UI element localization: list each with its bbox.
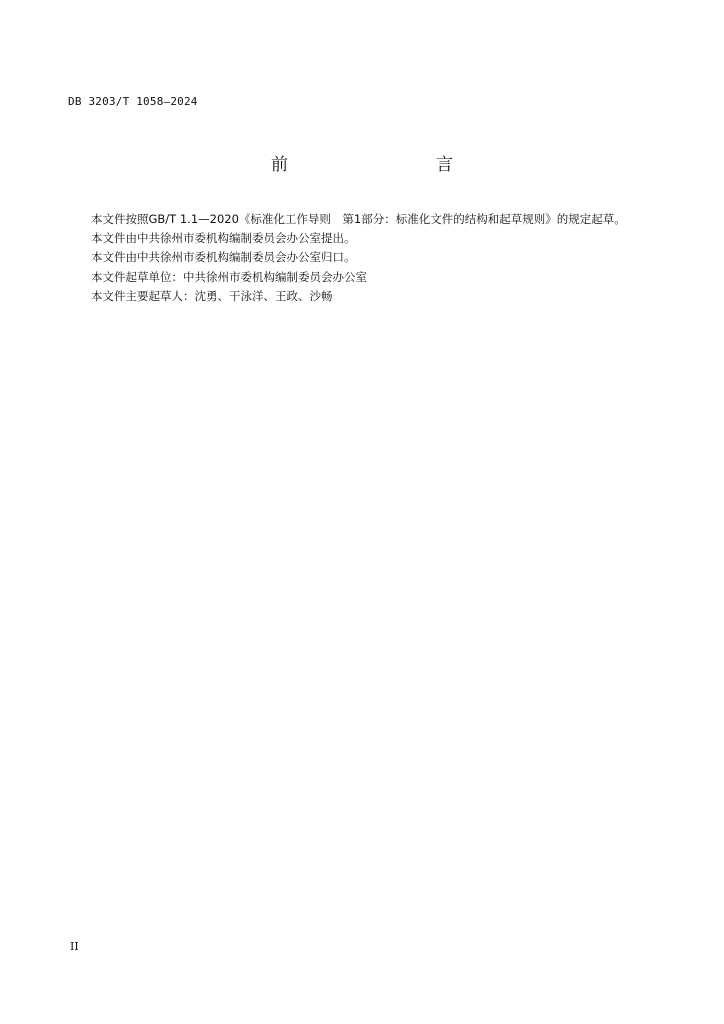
standard-code: DB 3203/T 1058—2024 xyxy=(68,95,198,108)
paragraph-drafting-unit: 本文件起草单位：中共徐州市委机构编制委员会办公室 xyxy=(91,269,367,284)
paragraph-proposed-by: 本文件由中共徐州市委机构编制委员会办公室提出。 xyxy=(91,231,356,246)
paragraph-drafters: 本文件主要起草人：沈勇、干泳洋、王政、沙畅 xyxy=(91,288,333,303)
page-title: 前 言 xyxy=(271,155,491,175)
paragraph-administered-by: 本文件由中共徐州市委机构编制委员会办公室归口。 xyxy=(91,250,356,265)
paragraph-drafting-rules: 本文件按照GB/T 1.1—2020《标准化工作导则 第1部分：标准化文件的结构和起草规则》的规定起草。 xyxy=(91,212,626,226)
page-number: II xyxy=(70,940,79,953)
document-body xyxy=(68,210,656,306)
